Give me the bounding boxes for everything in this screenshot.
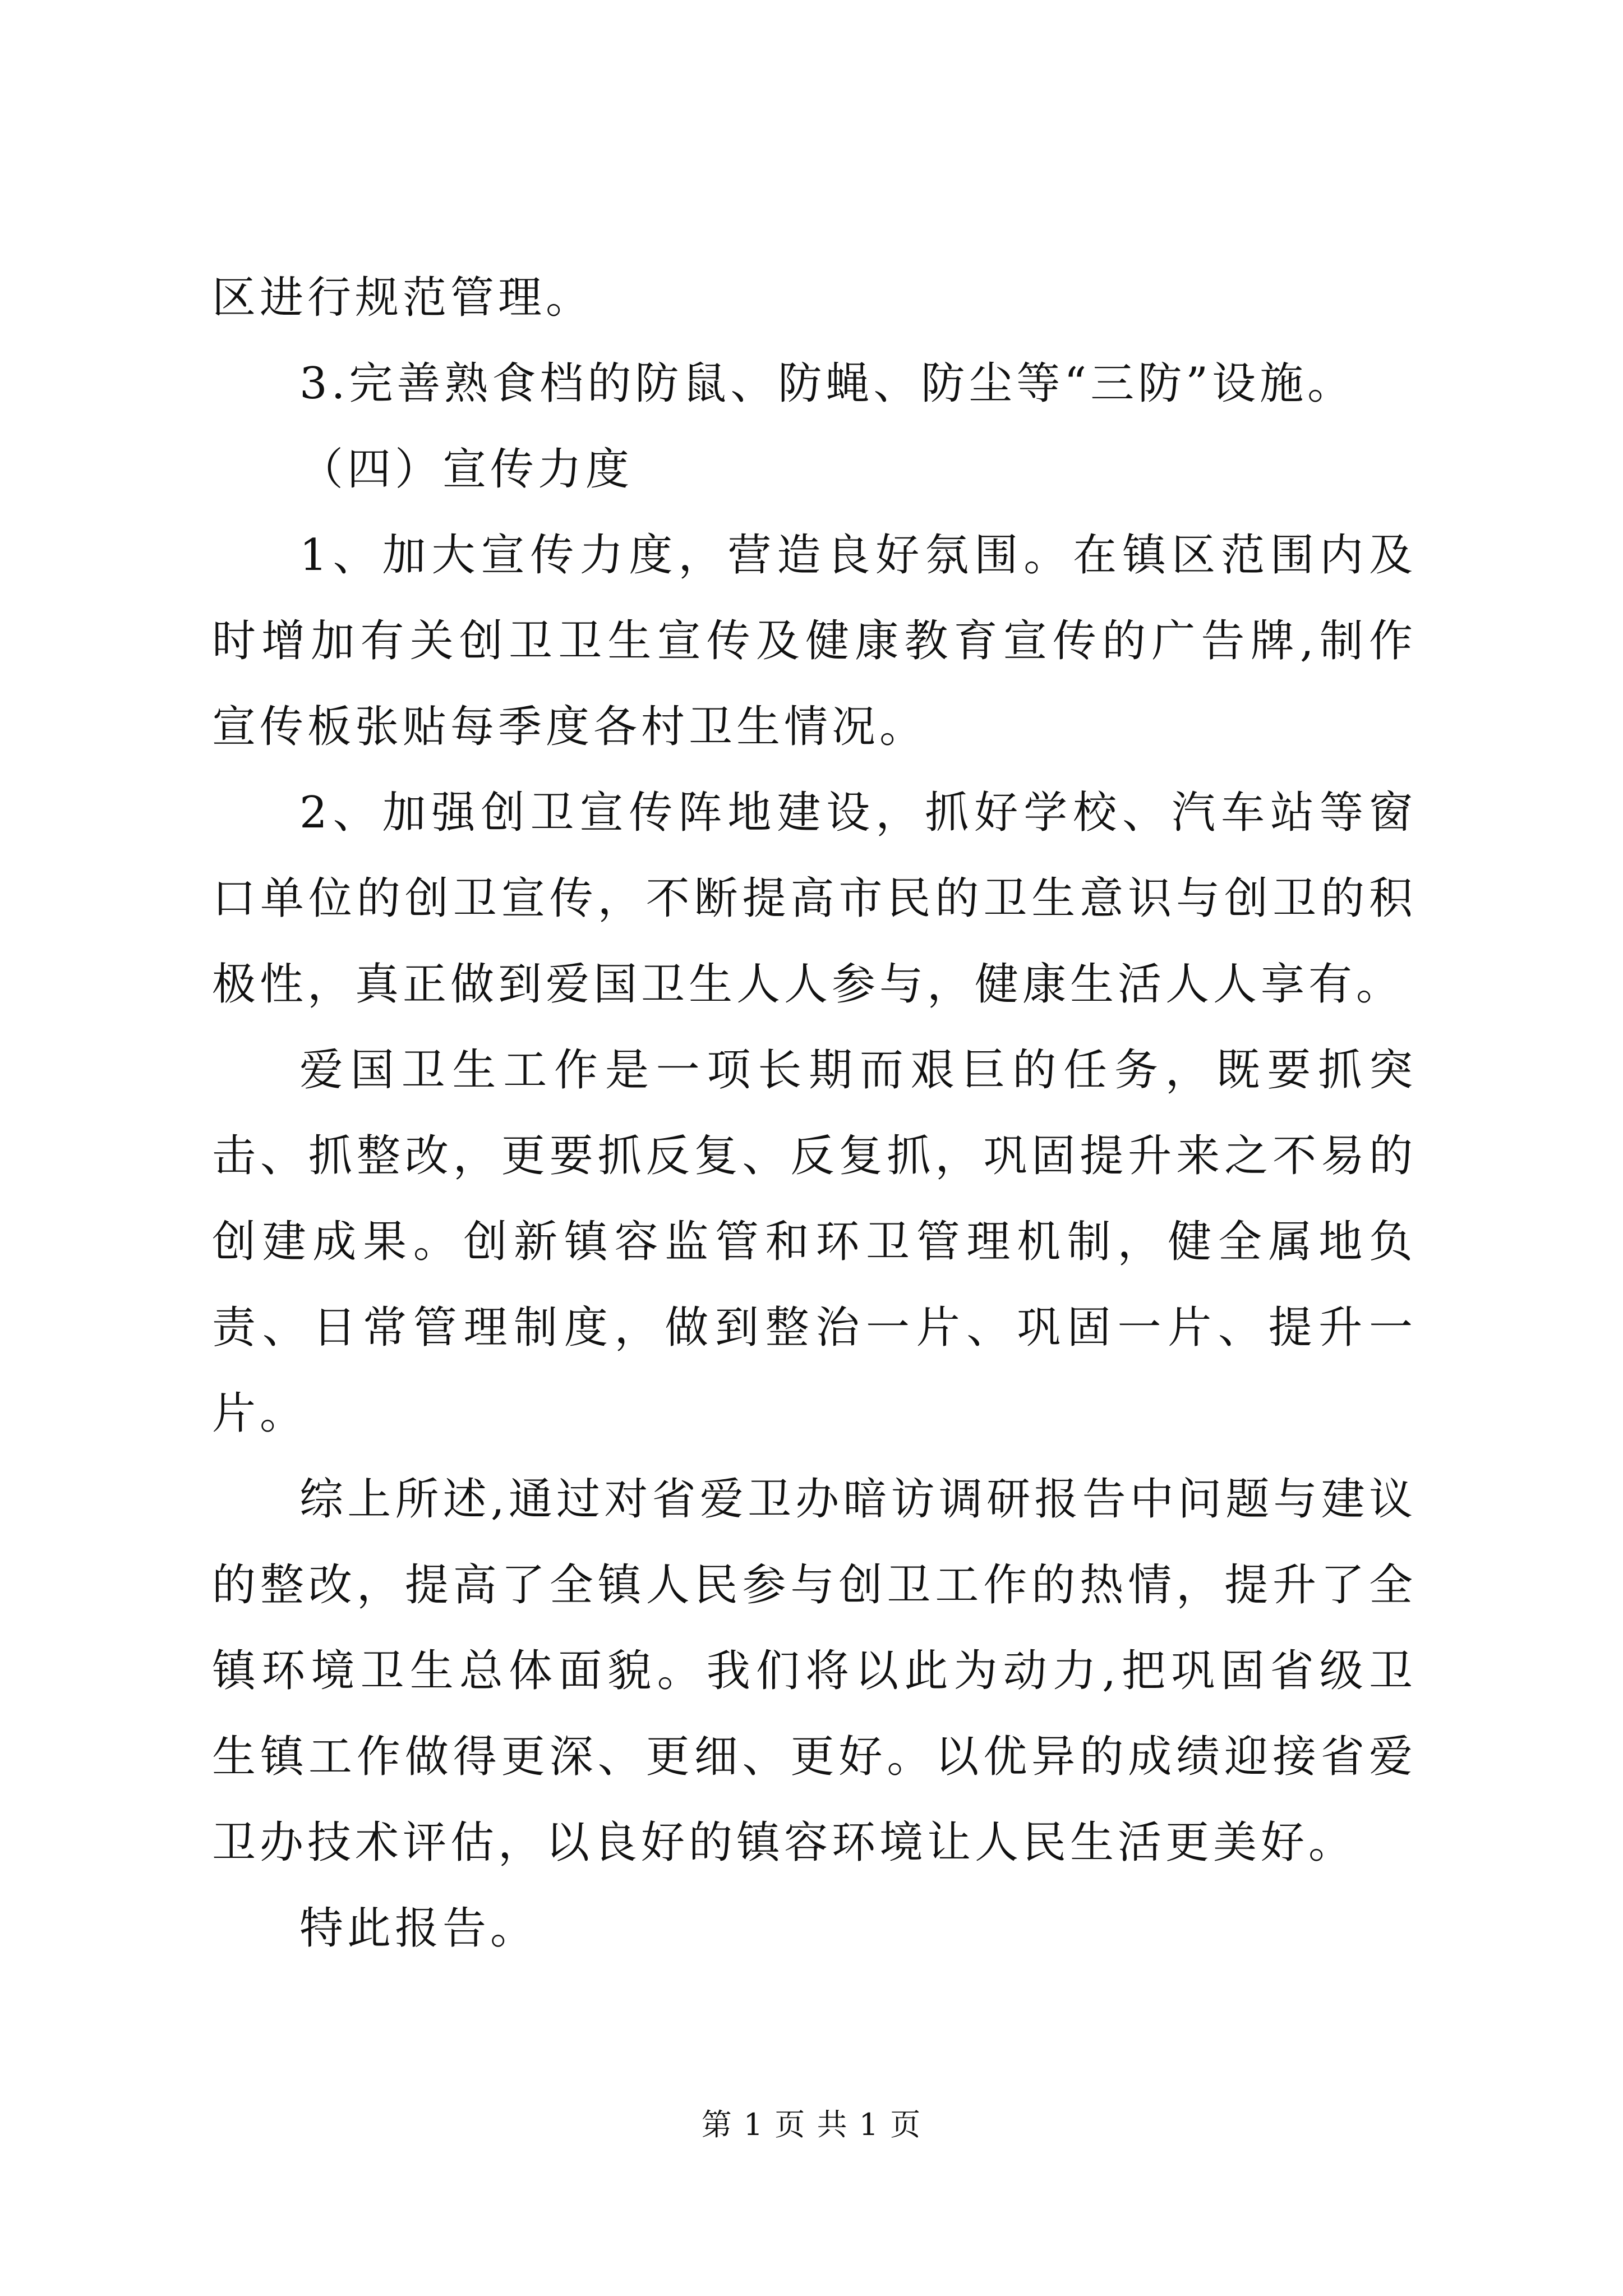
paragraph-publicity-1: 1、加大宣传力度，营造良好氛围。在镇区范围内及时增加有关创卫卫生宣传及健康教育宣传的广告牌,制作宣传板张贴每季度各村卫生情况。	[212, 530, 1417, 752]
paragraph-continuation: 区进行规范管理。	[212, 273, 594, 323]
paragraph-publicity-2: 2、加强创卫宣传阵地建设，抓好学校、汽车站等窗口单位的创卫宣传，不断提高市民的卫生意识与创卫的积极性，真正做到爱国卫生人人参与，健康生活人人享有。	[212, 788, 1417, 1010]
document-body	[212, 255, 1417, 1972]
paragraph-patriotic-health: 爱国卫生工作是一项长期而艰巨的任务，既要抓突击、抓整改，更要抓反复、反复抓，巩固提升来之不易的创建成果。创新镇容监管和环卫管理机制，健全属地负责、日常管理制度，做到整治一片、巩固一片、提升一片。	[212, 1045, 1417, 1439]
paragraph-item-3: 3.完善熟食档的防鼠、防蝇、防尘等“三防”设施。	[299, 358, 1355, 409]
page-number-indicator: 第 1 页 共 1 页	[701, 2107, 922, 2142]
page-footer	[0, 2101, 1623, 2144]
section-heading-publicity: （四）宣传力度	[299, 444, 634, 495]
paragraph-summary: 综上所述,通过对省爱卫办暗访调研报告中问题与建议的整改，提高了全镇人民参与创卫工作的热情，提升了全镇环境卫生总体面貌。我们将以此为动力,把巩固省级卫生镇工作做得更深、更细、更好。以优异的成绩迎接省爱卫办技术评估，以良好的镇容环境让人民生活更美好。	[212, 1474, 1417, 1868]
paragraph-closing: 特此报告。	[299, 1903, 538, 1954]
